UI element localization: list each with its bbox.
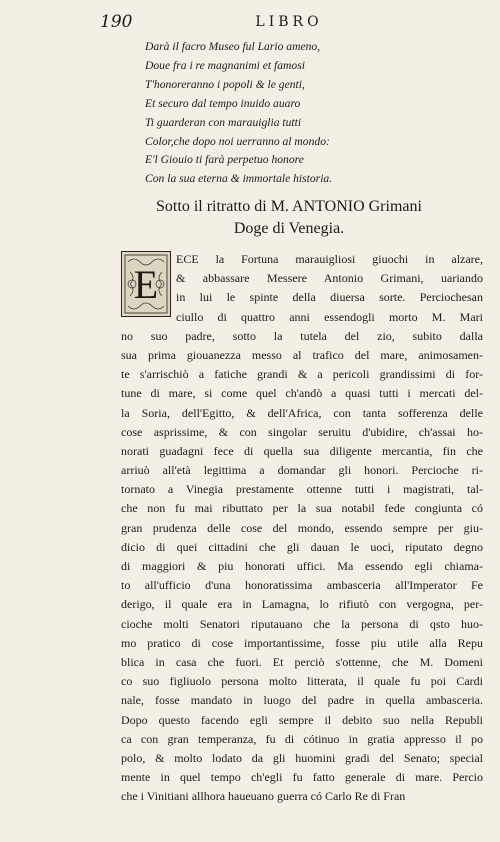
text-line: che i Vinitiani allhora haueuano guerra có Carlo Re di Fran [121, 789, 406, 804]
text-line: ca con gran temperanza, fu di cótinuo in gratia appresso il po [121, 731, 483, 746]
text-line: mo pratico di cose importantissime, fosse piu utile alla Repu [121, 635, 483, 650]
text-line: & abbassare Messere Antonio Grimani, uariando [176, 271, 483, 286]
text-line: di maggiori & piu honorati uffici. Ma essendo egli chiama- [121, 559, 483, 573]
poem-stanza [145, 38, 465, 189]
text-line: gran prudenza delle cose del mondo, essendo sempre per giu- [121, 520, 483, 535]
verse-line: Et securo dal tempo inuido auaro [145, 96, 301, 110]
section-title: Sotto il ritratto di M. ANTONIO Grimani [156, 198, 422, 215]
verse-line: Con la sua eterna & immortale historia. [145, 172, 333, 186]
text-line: che non fu mai ributtato per la sua notabil fede congiunta có [121, 501, 483, 516]
text-line: sua prima giouanezza messo al trafico del mare, animosamen- [121, 347, 483, 362]
text-line: dicio di quei cittadini che gli dauan le uoci, riputato degno [121, 539, 483, 554]
page-header [100, 12, 478, 34]
text-line: ECE la Fortuna marauigliosi giuochi in alzare, [176, 252, 483, 266]
text-line: nale, fosse mandato in luogo del padre in quella ambasceria. [121, 693, 483, 708]
text-line: norati guadagni fece di quella sua diligente mercantia, fin che [121, 443, 483, 458]
text-line: in lui le spinte della diuersa sorte. Perciochesan [176, 290, 483, 305]
text-line: cose asprissime, & con singolar seruitu d'ubidire, ch'assai ho- [121, 424, 483, 439]
text-line: derigo, il quale era in Lamagna, lo rifiutò con vergogna, per- [121, 597, 483, 612]
running-head: LIBRO [255, 14, 323, 30]
verse-line: Color,che dopo noi uerranno al mondo: [145, 134, 330, 148]
text-line: arriuò all'età legittima a domandar gli honori. Percioche ri- [121, 463, 483, 478]
verse-line: Ti guarderan con marauiglia tutti [145, 115, 302, 129]
text-line: mente in quel tempo ch'egli fu fatto generale di mare. Percio [121, 770, 483, 785]
text-line: no suo padre, sotto la tutela del zio, subito dalla [121, 328, 483, 343]
verse-line: Darà il facro Museo ful Lario ameno, [145, 40, 321, 53]
verse-line: E'l Giouio ti farà perpetuo honore [145, 153, 304, 167]
verse-line: Doue fra i re magnanimi et famosi [145, 58, 305, 72]
dropcap-letter: E [133, 262, 159, 307]
text-line: blica in casa che fuori. Et perciò s'ottenne, che M. Domeni [121, 654, 483, 669]
section-subtitle: Doge di Venegia. [233, 220, 345, 237]
text-line: tornato a Vinegia prestamente ottenne tutti i magistrati, tal- [121, 482, 483, 497]
text-line: co suo figliuolo persona molto litterata, il quale fu poi Cardi [121, 674, 483, 689]
text-line: cioche molti Senatori riputauano che la persona di qsto huo- [121, 616, 483, 631]
verse-line: T'honoreranno i popoli & le genti, [145, 77, 305, 91]
page-number: 190 [100, 12, 133, 32]
text-line: te s'arrischiò a fatiche grandi & a pericoli grandissimi di for- [121, 367, 483, 382]
text-line: polo, & molto lodato da gli huomini gradi del Senato; special [121, 750, 483, 765]
text-line: Dopo questo facendo egli sempre il debito suo nella Republi [121, 712, 483, 727]
text-line: tune di mare, si come quel ch'andò a quasi tutti i mercati del- [121, 386, 483, 401]
text-line: la Soria, dell'Egitto, & dell'Africa, con tanta sofferenza delle [121, 405, 483, 420]
body-text [121, 250, 483, 806]
text-line: to all'ufficio d'una honoratissima ambasceria all'Imperator Fe [121, 578, 483, 593]
text-line: ciullo di quattro anni essendogli morto M. Mari [176, 309, 483, 324]
